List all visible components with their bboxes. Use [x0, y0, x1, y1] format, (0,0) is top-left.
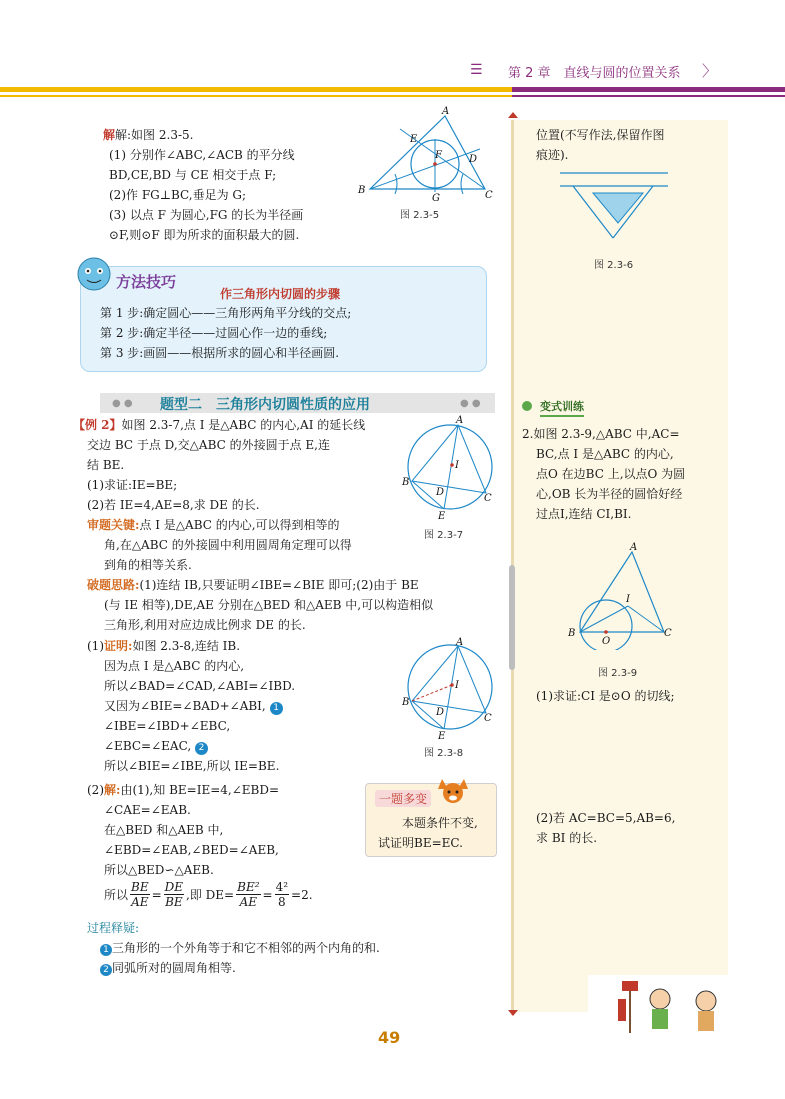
fraction-16-8	[275, 880, 289, 909]
proof-label: 证明:	[104, 639, 133, 653]
svg-text:C: C	[484, 713, 492, 724]
figure-2-3-5-caption: 图 2.3-5	[400, 210, 440, 221]
proof-head: (1)	[87, 639, 104, 653]
explain-item-2	[100, 960, 236, 976]
chapter-title: 第 2 章 直线与圆的位置关系	[508, 66, 681, 81]
tips-step-1: 第 1 步:确定圆心——三角形两角平分线的交点;	[100, 306, 352, 320]
solve2-line-3: ∠EBD=∠EAB,∠BED=∠AEB,	[104, 843, 279, 857]
training-tag: 变式训练	[540, 398, 584, 417]
figure-2-3-8-caption: 图 2.3-8	[424, 748, 464, 759]
solution-line-3: BD,CE,BD 与 CE 相交于点 F;	[109, 168, 277, 182]
frac-prefix: 所以	[104, 888, 129, 902]
training-q2-line-1: (2)若 AC=BC=5,AB=6,	[536, 811, 676, 825]
explain-item-1	[100, 940, 380, 956]
idea-label: 破题思路:	[87, 578, 140, 592]
solve2-label: 解:	[104, 783, 121, 797]
scrollbar-thumb[interactable]	[509, 565, 515, 670]
mascot-icon	[72, 252, 116, 292]
explain-marker-2: 2	[100, 964, 112, 976]
cartoon-illustration	[588, 975, 778, 1035]
solution-line-2: (1) 分别作∠ABC,∠ACB 的平分线	[109, 148, 295, 162]
proof-line-3	[104, 698, 283, 715]
idea-line-2: (与 IE 相等),DE,AE 分别在△BED 和△AEB 中,可以构造相似	[104, 598, 434, 612]
training-leaf-icon	[522, 401, 532, 411]
tips-step-2: 第 2 步:确定半径——过圆心作一边的垂线;	[100, 326, 328, 340]
training-q2-line-2: 求 BI 的长.	[536, 831, 598, 845]
variant-line-1: 本题条件不变,	[402, 816, 478, 830]
frac-tail: =2.	[291, 887, 313, 902]
proof-first: 如图 2.3-8,连结 IB.	[132, 639, 241, 653]
section-title: 题型二 三角形内切圆性质的应用	[160, 397, 370, 413]
figure-2-3-5	[355, 104, 505, 204]
svg-text:C: C	[664, 628, 672, 639]
chevron-right-icon[interactable]: 〉	[702, 62, 718, 80]
fraction-de-be	[164, 880, 184, 909]
training-line-2: BC,点 I 是△ABC 的内心,	[536, 447, 674, 461]
fox-icon	[436, 775, 470, 805]
header-bar-purple-thin	[512, 95, 785, 97]
frac2-num: DE	[164, 880, 184, 894]
solve2-line-0	[87, 782, 279, 798]
svg-text:D: D	[436, 487, 445, 498]
training-line-5: 过点I,连结 CI,BI.	[536, 507, 632, 521]
example-q2: (2)若 IE=4,AE=8,求 DE 的长.	[87, 498, 260, 512]
proof-line-2: 所以∠BAD=∠CAD,∠ABI=∠IBD.	[104, 679, 296, 693]
explain-text-2: 同弧所对的圆周角相等.	[112, 961, 236, 975]
frac-eq-2: =	[262, 887, 273, 902]
svg-text:B: B	[568, 628, 576, 639]
key-line-3: 到角的相等关系.	[104, 558, 192, 572]
proof-line-6: 所以∠BIE=∠IBE,所以 IE=BE.	[104, 759, 280, 773]
explain-text-1: 三角形的一个外角等于和它不相邻的两个内角的和.	[112, 941, 380, 955]
svg-text:O: O	[602, 636, 611, 647]
idea-text-1: (1)连结 IB,只要证明∠IBE=∠BIE 即可;(2)由于 BE	[139, 578, 419, 592]
fig5-label-d: D	[469, 154, 478, 165]
note-marker-1: 1	[270, 702, 283, 715]
frac-eq-1: =	[151, 887, 162, 902]
fig5-label-f: F	[435, 150, 442, 161]
frac-mid: ,即 DE=	[186, 888, 235, 902]
fraction-be-ae	[130, 880, 150, 909]
fig5-label-e: E	[410, 134, 418, 145]
tips-title: 方法技巧	[116, 273, 177, 291]
frac2-den: BE	[165, 895, 183, 909]
fraction-be2-ae	[236, 880, 260, 909]
fig5-label-g: G	[432, 193, 440, 204]
tips-subtitle: 作三角形内切圆的步骤	[220, 287, 341, 301]
key-text-1: 点 I 是△ABC 的内心,可以得到相等的	[139, 518, 340, 532]
proof-line-0	[87, 638, 240, 654]
fig5-label-a: A	[442, 106, 450, 117]
variant-tag: 一题多变	[375, 790, 431, 807]
figure-2-3-6-caption: 图 2.3-6	[594, 260, 634, 271]
frac4-den: 8	[277, 895, 286, 909]
frac1-num: BE	[131, 880, 149, 894]
explain-title: 过程释疑:	[87, 921, 140, 935]
solution-line-6: ⊙F,则⊙F 即为所求的面积最大的圆.	[109, 228, 300, 242]
svg-text:E: E	[438, 511, 446, 522]
proof-line-1: 因为点 I 是△ABC 的内心,	[104, 659, 245, 673]
sidebar-top-line-2: 痕迹).	[536, 148, 569, 162]
training-line-4: 心,OB 长为半径的圆恰好经	[536, 487, 683, 501]
figure-2-3-7	[398, 415, 498, 523]
figure-2-3-8	[398, 637, 498, 743]
section-dots-left: ● ●	[112, 398, 133, 409]
list-icon[interactable]: ☰	[470, 62, 483, 78]
header-bar-yellow-thin	[0, 95, 512, 97]
figure-2-3-6	[558, 168, 678, 248]
proof-line-5	[104, 738, 208, 755]
svg-text:B: B	[402, 477, 410, 488]
example-q1: (1)求证:IE=BE;	[87, 478, 178, 492]
svg-text:E: E	[438, 731, 446, 742]
variant-line-2: 试证明BE=EC.	[378, 836, 463, 850]
svg-text:I: I	[455, 460, 459, 471]
frac1-den: AE	[131, 895, 149, 909]
tips-step-3: 第 3 步:画圆——根据所求的圆心和半径画圆.	[100, 346, 340, 360]
idea-line-3: 三角形,利用对应边成比例求 DE 的长.	[104, 618, 306, 632]
key-line-2: 角,在△ABC 的外接圆中利用圆周角定理可以得	[104, 538, 352, 552]
proof-line-4: ∠IBE=∠IBD+∠EBC,	[104, 719, 231, 733]
example-tag: 【例 2】	[73, 418, 122, 432]
solve2-head: (2)	[87, 783, 104, 797]
example-text-1: 如图 2.3-7,点 I 是△ABC 的内心,AI 的延长线	[121, 418, 366, 432]
svg-text:D: D	[436, 707, 445, 718]
example-line-2: 交边 BC 于点 D,交△ABC 的外接圆于点 E,连	[87, 438, 330, 452]
example-line-3: 结 BE.	[87, 458, 125, 472]
svg-text:A: A	[630, 542, 638, 553]
frac3-den: AE	[239, 895, 258, 909]
solve2-fraction-line	[104, 880, 313, 909]
figure-2-3-7-caption: 图 2.3-7	[424, 530, 464, 541]
scroll-down-arrow-icon[interactable]	[508, 1010, 518, 1016]
svg-text:A: A	[456, 415, 464, 426]
header-bar-purple	[512, 87, 785, 92]
proof-text-3: 又因为∠BIE=∠BAD+∠ABI,	[104, 699, 266, 713]
page-number: 49	[378, 1028, 401, 1047]
training-line-1: 2.如图 2.3-9,△ABC 中,AC=	[522, 427, 680, 441]
scroll-up-arrow-icon[interactable]	[508, 112, 518, 118]
frac4-num: 4²	[275, 880, 289, 894]
solution-label: 解	[103, 128, 116, 142]
svg-text:A: A	[456, 637, 464, 648]
solve2-line-1: ∠CAE=∠EAB.	[104, 803, 191, 817]
idea-line-1	[87, 577, 419, 593]
svg-text:B: B	[402, 697, 410, 708]
svg-text:I: I	[626, 594, 630, 605]
svg-text:I: I	[455, 680, 459, 691]
training-line-3: 点O 在边BC 上,以点O 为圆	[536, 467, 686, 481]
fig5-label-b: B	[358, 185, 366, 196]
solution-line-4: (2)作 FG⊥BC,垂足为 G;	[109, 188, 247, 202]
section-dots-right: ● ●	[460, 398, 481, 409]
solution-text-1: 解:如图 2.3-5.	[115, 128, 194, 142]
note-marker-2: 2	[195, 742, 208, 755]
header-bar-yellow	[0, 87, 512, 92]
solution-line-1	[103, 127, 193, 143]
training-q1: (1)求证:CI 是⊙O 的切线;	[536, 689, 675, 703]
key-label: 审题关键:	[87, 518, 140, 532]
frac3-num: BE²	[237, 880, 260, 894]
sidebar-top-line-1: 位置(不写作法,保留作图	[536, 128, 665, 142]
solution-line-5: (3) 以点 F 为圆心,FG 的长为半径画	[109, 208, 304, 222]
figure-2-3-9-caption: 图 2.3-9	[598, 668, 638, 679]
fig5-label-c: C	[485, 190, 493, 201]
explain-marker-1: 1	[100, 944, 112, 956]
solve2-line-2: 在△BED 和△AEB 中,	[104, 823, 224, 837]
figure-2-3-9	[562, 540, 682, 650]
svg-text:C: C	[484, 493, 492, 504]
example-line-1	[73, 417, 365, 433]
solve2-line-4: 所以△BED∽△AEB.	[104, 863, 214, 877]
solve2-first: 由(1),知 BE=IE=4,∠EBD=	[120, 783, 280, 797]
key-line-1	[87, 517, 340, 533]
proof-text-5: ∠EBC=∠EAC,	[104, 739, 192, 753]
